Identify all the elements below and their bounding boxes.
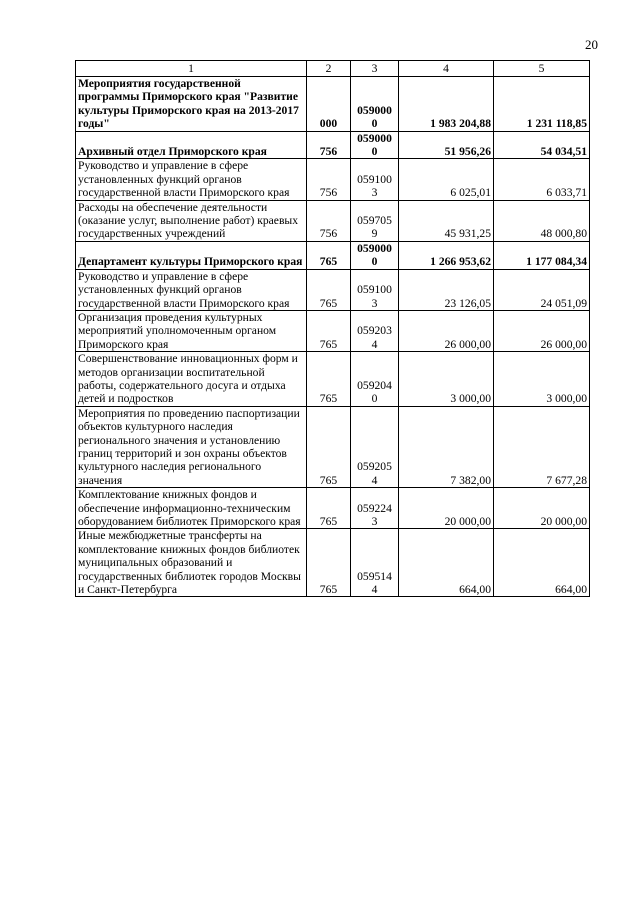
row-value-col5: 664,00 bbox=[494, 529, 590, 597]
row-name: Мероприятия по проведению паспортизации объектов культурного наследия регионального значения и установлению границ территорий и зон охраны объектов культурного наследия регионального значения bbox=[76, 406, 307, 487]
row-value-col4: 45 931,25 bbox=[399, 200, 494, 241]
row-target-code-line2: 0 bbox=[371, 145, 378, 159]
row-target-code-line2: 4 bbox=[371, 583, 378, 597]
row-name: Комплектование книжных фондов и обеспечение информационно-техническим оборудованием библиотек Приморского края bbox=[76, 488, 307, 529]
table-header-row bbox=[76, 61, 590, 77]
table-row bbox=[76, 131, 590, 159]
row-target-code-line1: 059203 bbox=[357, 324, 392, 338]
row-target-code bbox=[351, 529, 399, 597]
row-name: Мероприятия государственной программы Приморского края "Развитие культуры Приморского края на 2013-2017 годы" bbox=[76, 77, 307, 132]
row-value-col5: 26 000,00 bbox=[494, 310, 590, 351]
row-target-code bbox=[351, 406, 399, 487]
row-target-code bbox=[351, 77, 399, 132]
row-code: 000 bbox=[307, 77, 351, 132]
row-target-code-line1: 059224 bbox=[357, 501, 392, 515]
row-value-col4: 1 266 953,62 bbox=[399, 241, 494, 269]
row-target-code-line2: 4 bbox=[371, 473, 378, 487]
row-value-col5: 20 000,00 bbox=[494, 488, 590, 529]
row-target-code bbox=[351, 159, 399, 200]
column-header: 3 bbox=[351, 61, 399, 77]
table-row bbox=[76, 241, 590, 269]
row-value-col5: 7 677,28 bbox=[494, 406, 590, 487]
row-target-code-line1: 059000 bbox=[357, 241, 392, 255]
row-value-col5: 1 177 084,34 bbox=[494, 241, 590, 269]
row-name: Совершенствование инновационных форм и методов организации воспитательной работы, содержательного досуга и отдыха детей и подростков bbox=[76, 352, 307, 407]
row-target-code-line2: 4 bbox=[371, 337, 378, 351]
row-name: Руководство и управление в сфере установленных функций органов государственной власти Приморского края bbox=[76, 159, 307, 200]
row-value-col4: 7 382,00 bbox=[399, 406, 494, 487]
row-value-col4: 6 025,01 bbox=[399, 159, 494, 200]
row-name: Организация проведения культурных мероприятий уполномоченным органом Приморского края bbox=[76, 310, 307, 351]
row-target-code bbox=[351, 200, 399, 241]
page-number: 20 bbox=[585, 37, 598, 52]
row-target-code-line2: 0 bbox=[371, 117, 378, 131]
row-code: 765 bbox=[307, 352, 351, 407]
table-row bbox=[76, 269, 590, 310]
row-target-code bbox=[351, 241, 399, 269]
row-value-col5: 6 033,71 bbox=[494, 159, 590, 200]
row-code: 765 bbox=[307, 529, 351, 597]
row-target-code-line1: 059205 bbox=[357, 460, 392, 474]
table-row bbox=[76, 310, 590, 351]
column-header: 2 bbox=[307, 61, 351, 77]
row-value-col4: 3 000,00 bbox=[399, 352, 494, 407]
row-code: 765 bbox=[307, 310, 351, 351]
row-value-col5: 24 051,09 bbox=[494, 269, 590, 310]
table-row bbox=[76, 200, 590, 241]
budget-table bbox=[75, 60, 590, 597]
row-target-code-line1: 059204 bbox=[357, 378, 392, 392]
row-target-code-line2: 3 bbox=[371, 296, 378, 310]
row-value-col4: 1 983 204,88 bbox=[399, 77, 494, 132]
row-target-code bbox=[351, 488, 399, 529]
row-name: Архивный отдел Приморского края bbox=[76, 131, 307, 159]
row-name: Расходы на обеспечение деятельности (оказание услуг, выполнение работ) краевых государственных учреждений bbox=[76, 200, 307, 241]
row-code: 765 bbox=[307, 241, 351, 269]
column-header: 4 bbox=[399, 61, 494, 77]
row-target-code-line1: 059000 bbox=[357, 103, 392, 117]
table-row bbox=[76, 529, 590, 597]
row-target-code-line1: 059705 bbox=[357, 214, 392, 228]
row-value-col5: 48 000,80 bbox=[494, 200, 590, 241]
row-code: 756 bbox=[307, 159, 351, 200]
row-target-code bbox=[351, 352, 399, 407]
row-code: 756 bbox=[307, 200, 351, 241]
table-row bbox=[76, 159, 590, 200]
row-value-col4: 664,00 bbox=[399, 529, 494, 597]
row-target-code-line2: 3 bbox=[371, 186, 378, 200]
row-name: Департамент культуры Приморского края bbox=[76, 241, 307, 269]
table-row bbox=[76, 352, 590, 407]
table-row bbox=[76, 77, 590, 132]
row-target-code-line2: 3 bbox=[371, 515, 378, 528]
row-target-code bbox=[351, 310, 399, 351]
table-row bbox=[76, 488, 590, 529]
row-code: 765 bbox=[307, 488, 351, 529]
row-value-col4: 26 000,00 bbox=[399, 310, 494, 351]
row-value-col4: 23 126,05 bbox=[399, 269, 494, 310]
column-header: 5 bbox=[494, 61, 590, 77]
row-value-col5: 1 231 118,85 bbox=[494, 77, 590, 132]
row-target-code-line2: 0 bbox=[371, 392, 378, 406]
row-target-code-line1: 059000 bbox=[357, 131, 392, 145]
table-row bbox=[76, 406, 590, 487]
row-code: 765 bbox=[307, 269, 351, 310]
row-target-code bbox=[351, 131, 399, 159]
row-code: 765 bbox=[307, 406, 351, 487]
row-value-col4: 20 000,00 bbox=[399, 488, 494, 529]
column-header: 1 bbox=[76, 61, 307, 77]
row-value-col4: 51 956,26 bbox=[399, 131, 494, 159]
row-value-col5: 54 034,51 bbox=[494, 131, 590, 159]
row-name: Руководство и управление в сфере установленных функций органов государственной власти Приморского края bbox=[76, 269, 307, 310]
row-target-code bbox=[351, 269, 399, 310]
row-target-code-line1: 059100 bbox=[357, 283, 392, 297]
row-target-code-line2: 9 bbox=[371, 227, 378, 241]
row-target-code-line1: 059514 bbox=[357, 569, 392, 583]
row-target-code-line2: 0 bbox=[371, 255, 378, 269]
row-value-col5: 3 000,00 bbox=[494, 352, 590, 407]
row-target-code-line1: 059100 bbox=[357, 172, 392, 186]
row-code: 756 bbox=[307, 131, 351, 159]
row-name: Иные межбюджетные трансферты на комплектование книжных фондов библиотек муниципальных образований и государственных библиотек городов Москвы и Санкт-Петербурга bbox=[76, 529, 307, 597]
